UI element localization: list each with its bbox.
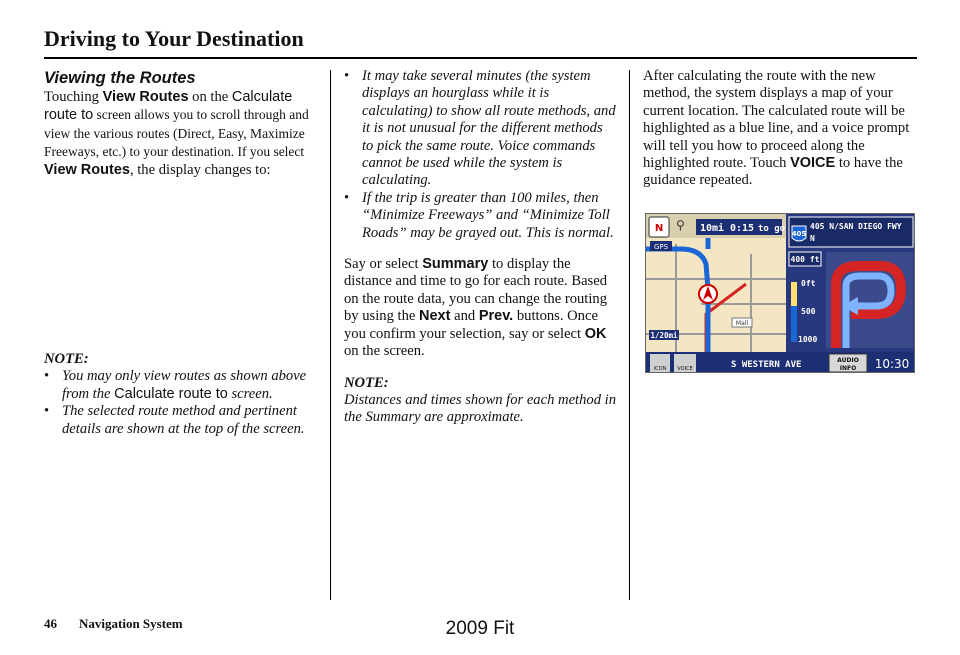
note-label: NOTE:: [44, 351, 89, 368]
tip-item: • It may take several minutes (the system displays an hourglass while it is calculating) to show all route methods, and it is not unusual for the different methods to pick the same route. Voice commands cannot be used while the system is calculating.: [344, 68, 616, 190]
section-heading: Viewing the Routes: [44, 69, 196, 87]
ok-term: OK: [584, 325, 607, 342]
spacer: [44, 179, 316, 351]
text: Touching: [44, 89, 103, 105]
text: to have the guidance repeated.: [643, 155, 903, 189]
text: on the screen.: [344, 343, 425, 360]
north-label: N: [654, 223, 664, 234]
distance-to-go: 10mi: [700, 223, 725, 234]
note-text: Distances and times shown for each method in the Summary are approximate.: [344, 391, 616, 426]
navigation-screen-image: [645, 213, 915, 373]
calculate-route-term: Calculate route to: [44, 89, 293, 124]
text: and: [450, 308, 479, 325]
spacer: [344, 242, 616, 256]
column-3: [643, 68, 917, 190]
page-number: 46: [44, 616, 57, 631]
text: Say or select: [344, 256, 423, 273]
summary-paragraph: [344, 256, 616, 360]
audio-info-line1: AUDIO: [837, 357, 859, 364]
text: buttons. Once you confirm your selection, say or select: [344, 308, 598, 342]
text: to display the distance and time to go for each route. Based on the route data, you can change the routing by using the: [344, 256, 608, 325]
summary-term: Summary: [422, 256, 489, 273]
audio-info-line2: INFO: [839, 365, 857, 372]
note-label: NOTE:: [344, 374, 389, 391]
view-routes-term: View Routes: [44, 161, 130, 178]
tip-item: • If the trip is greater than 100 miles, then “Minimize Freeways” and “Minimize Toll Roads” may be grayed out. This is normal.: [344, 190, 616, 242]
text: , the display changes to:: [129, 161, 271, 178]
column-divider-2: [629, 70, 630, 600]
column-divider-1: [330, 70, 331, 600]
note-list: [44, 368, 316, 438]
distance-to-turn: 400 ft: [790, 255, 820, 264]
note-item: [44, 403, 316, 438]
text: screen.: [227, 385, 273, 402]
next-road-line1: 405 N/SAN DIEGO FWY: [810, 222, 902, 231]
text: screen allows you to scroll through and view the various routes (Direct, Easy, Maximize Freeways, etc.) to your destination. If you select: [44, 107, 309, 160]
calculate-route-term: Calculate route to: [114, 385, 228, 402]
note-item: [44, 368, 316, 403]
map-scale: 1/20mi: [650, 331, 678, 340]
clock: 10:30: [874, 357, 910, 371]
pin-icon: ⚲: [676, 218, 685, 232]
next-term: Next: [419, 308, 451, 325]
title-divider: [44, 57, 917, 59]
scale-bottom: 1000: [798, 335, 818, 344]
watermark: 2009 Fit: [445, 618, 515, 639]
side-street-label: Mall: [735, 320, 749, 327]
time-to-go: 0:15: [730, 223, 755, 234]
voice-label: VOICE: [677, 366, 693, 372]
text: After calculating the route with the new method, the system displays a map of your current location. The calculated route will be highlighted as a blue line, and a voice prompt will tell you how to proceed along the highlighted route. Touch: [643, 68, 910, 172]
footer-section-label: Navigation System: [79, 616, 183, 631]
spacer: [344, 361, 616, 375]
freeway-shield: 405: [791, 230, 807, 238]
next-road-line2: N: [810, 234, 815, 243]
column-2: [344, 68, 616, 427]
gps-label: GPS: [653, 243, 669, 251]
prev-term: Prev.: [478, 308, 514, 325]
scale-mid: 500: [801, 307, 816, 316]
page-title: Driving to Your Destination: [44, 26, 304, 51]
guidance-paragraph: [643, 68, 917, 190]
scale-top: 0ft: [801, 279, 816, 288]
street-name: S WESTERN AVE: [731, 360, 802, 370]
to-go-label: to go: [758, 224, 786, 234]
intro-paragraph: [44, 89, 316, 179]
text: You may only view routes as shown above from the: [62, 368, 307, 402]
distance-bar-fill: [791, 306, 797, 342]
tips-list: [344, 68, 616, 242]
view-routes-term: View Routes: [102, 89, 189, 105]
text: The selected route method and pertinent details are shown at the top of the screen.: [62, 403, 305, 437]
icon-label: ICON: [653, 366, 667, 372]
column-1: [44, 68, 316, 438]
voice-term: VOICE: [790, 155, 836, 172]
text: on the: [188, 89, 232, 105]
